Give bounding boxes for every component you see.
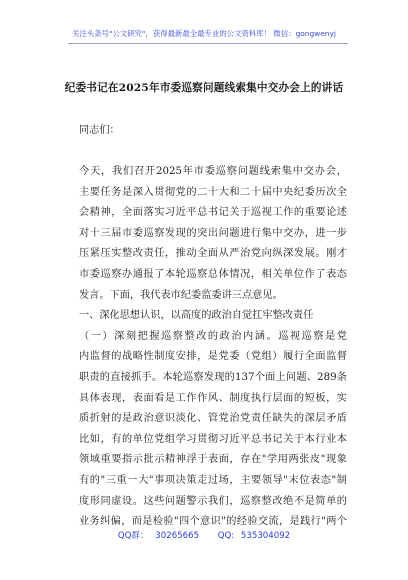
salutation: 同志们：: [79, 125, 120, 136]
body-line: 市委巡察办通报了本轮巡察总体情况，相关单位作了表态: [79, 268, 347, 280]
body-line: 有的"三重一大"事项决策走过场，主要领导"末位表态"制: [79, 474, 347, 486]
body-line: 内监督的战略性制度安排，是党委（党组）履行全面监督: [79, 351, 347, 363]
body-line: 压紧压实整改责任，推动全面从严治党向纵深发展。刚才: [79, 248, 347, 260]
body-line: 今天，我们召开2025年市委巡察问题线索集中交办会，: [79, 166, 347, 177]
body-line: 度形同虚设。这些问题警示我们，巡察整改绝不是简单的: [79, 495, 347, 507]
body-line: 主要任务是深入贯彻党的二十大和二十届中央纪委历次全: [79, 186, 347, 198]
body-line: 质折射的是政治意识淡化、管党治党责任缺失的深层矛盾: [79, 413, 347, 425]
body-line: 比如，有的单位党组学习贯彻习近平总书记关于本行业本: [79, 433, 347, 445]
footer-qq-group: QQ群： 30265665: [117, 531, 200, 541]
document-body: [79, 162, 347, 533]
header-divider: [68, 43, 348, 44]
body-line: 对十三届市委巡察发现的突出问题进行集中交办，进一步: [79, 227, 347, 239]
document-title: 纪委书记在2025年市委巡察问题线索集中交办会上的讲话: [64, 82, 344, 94]
body-line: 发言。下面，我代表市纪委监委讲三点意见。: [79, 289, 283, 301]
footer-contact: [0, 529, 408, 541]
body-line: 业务纠偏，而是检验"四个意识"的经验交流，是践行"两个: [79, 516, 347, 528]
body-line: 具体表现，表面看是工作作风、制度执行层面的短板，实: [79, 392, 347, 404]
body-line: 职责的直接抓手。本轮巡察发现的137个面上问题、289条: [79, 371, 347, 383]
header-note: 关注头条号"公文研究"，获得最新最全最专业的公文资料库！ 微信：gongwenyj: [72, 29, 336, 38]
footer-qq: QQ: 535304092: [217, 531, 291, 541]
body-line: 会精神，全面落实习近平总书记关于巡视工作的重要论述: [79, 207, 347, 219]
section-heading: 一、深化思想认识，以高度的政治自觉扛牢整改责任: [79, 310, 314, 322]
body-line: （一）深刻把握巡察整改的政治内涵。巡视巡察是党: [79, 330, 347, 342]
body-line: 领域重要指示批示精神浮于表面，存在"学用两张皮"现象: [79, 454, 347, 466]
